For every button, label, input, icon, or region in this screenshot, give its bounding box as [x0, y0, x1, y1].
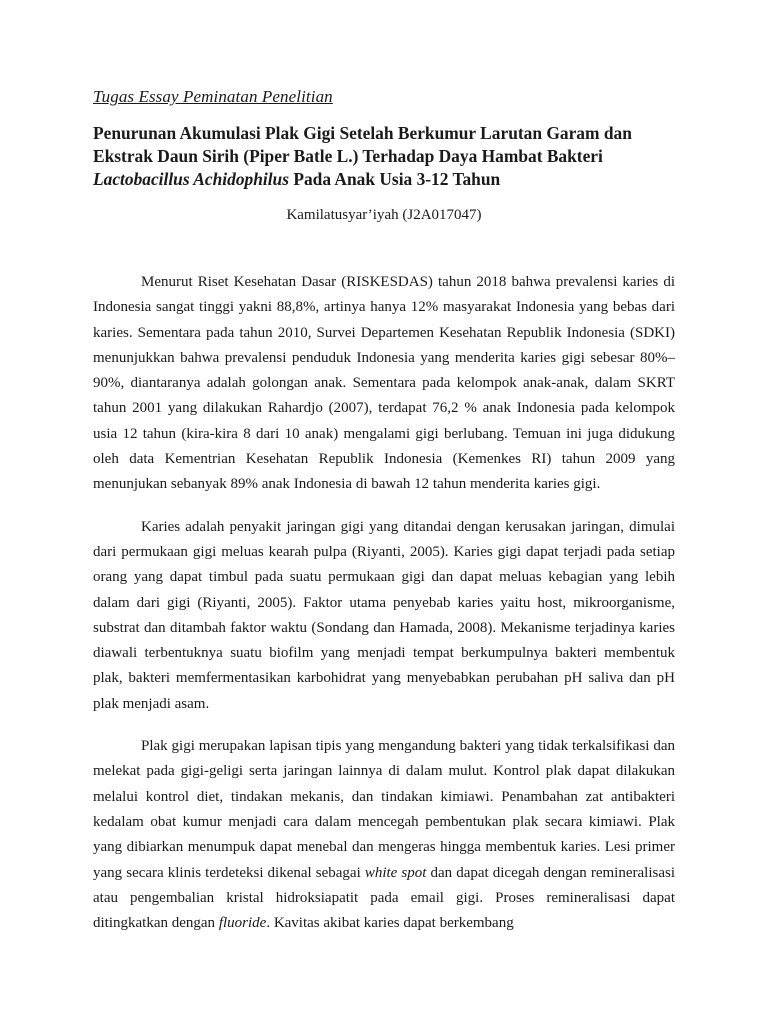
paragraph-3-run-3: . Kavitas akibat karies dapat berkembang [266, 915, 514, 932]
document-label: Tugas Essay Peminatan Penelitian [93, 87, 333, 106]
paragraph-3 [93, 734, 675, 936]
title-line-3-rest: Pada Anak Usia 3-12 Tahun [289, 169, 501, 189]
paragraph-3-run-2: dan dapat dicegah dengan remineralisasi atau pengembalian kristal hidroksiapatit pada email gigi. Proses remineralisasi dapat ditingkatkan dengan [93, 864, 675, 932]
title-species-name: Lactobacillus Achidophilus [93, 169, 289, 189]
paragraph-1: Menurut Riset Kesehatan Dasar (RISKESDAS) tahun 2018 bahwa prevalensi karies di Indonesia sangat tinggi yakni 88,8%, artinya hanya 12% masyarakat Indonesia yang bebas dari karies. Sementara pada tahun 2010, Survei Departemen Kesehatan Republik Indonesia (SDKI) menunjukkan bahwa prevalensi penduduk Indonesia yang menderita karies gigi sebesar 80%– 90%, diantaranya adalah golongan anak. Sementara pada kelompok anak-anak, dalam SKRT tahun 2001 yang dilakukan Rahardjo (2007), terdapat 76,2 % anak Indonesia pada kelompok usia 12 tahun (kira-kira 8 dari 10 anak) mengalami gigi berlubang. Temuan ini juga didukung oleh data Kementrian Kesehatan Republik Indonesia (Kemenkes RI) tahun 2009 yang menunjukan sebanyak 89% anak Indonesia di bawah 12 tahun menderita karies gigi. [93, 274, 675, 493]
term-white-spot: white spot [364, 864, 427, 881]
paragraph-2: Karies adalah penyakit jaringan gigi yang ditandai dengan kerusakan jaringan, dimulai dari permukaan gigi meluas kearah pulpa (Riyanti, 2005). Karies gigi dapat terjadi pada setiap orang yang dapat timbul pada suatu permukaan gigi dan dapat meluas kebagian yang lebih dalam dari gigi (Riyanti, 2005). Faktor utama penyebab karies yaitu host, mikroorganisme, substrat dan ditambah faktor waktu (Sondang dan Hamada, 2008). Mekanisme terjadinya karies diawali terbentuknya suatu biofilm yang menjadi tempat berkumpulnya bakteri membentuk plak, bakteri memfermentasikan karbohidrat yang menyebabkan perubahan pH saliva dan pH plak menjadi asam. [93, 518, 675, 712]
document-title [93, 122, 675, 191]
author-line: Kamilatusyar’iyah (J2A017047) [286, 207, 482, 223]
essay-body [93, 270, 675, 936]
title-line-1: Penurunan Akumulasi Plak Gigi Setelah Berkumur Larutan Garam dan [93, 123, 632, 143]
document-page [93, 86, 675, 953]
title-line-2: Ekstrak Daun Sirih (Piper Batle L.) Terhadap Daya Hambat Bakteri [93, 146, 603, 166]
title-line-3 [93, 168, 675, 191]
term-fluoride: fluoride [218, 915, 267, 932]
paragraph-3-run-1: Plak gigi merupakan lapisan tipis yang mengandung bakteri yang tidak terkalsifikasi dan melekat pada gigi-geligi serta jaringan lainnya di dalam mulut. Kontrol plak dapat dilakukan melalui kontrol diet, tindakan mekanis, dan tindakan kimiawi. Penambahan zat antibakteri kedalam obat kumur menjadi cara dalam mencegah pembentukan plak secara kimiawi. Plak yang dibiarkan menumpuk dapat menebal dan mengeras hingga membentuk karies. Lesi primer yang secara klinis terdeteksi dikenal sebagai [93, 738, 675, 881]
